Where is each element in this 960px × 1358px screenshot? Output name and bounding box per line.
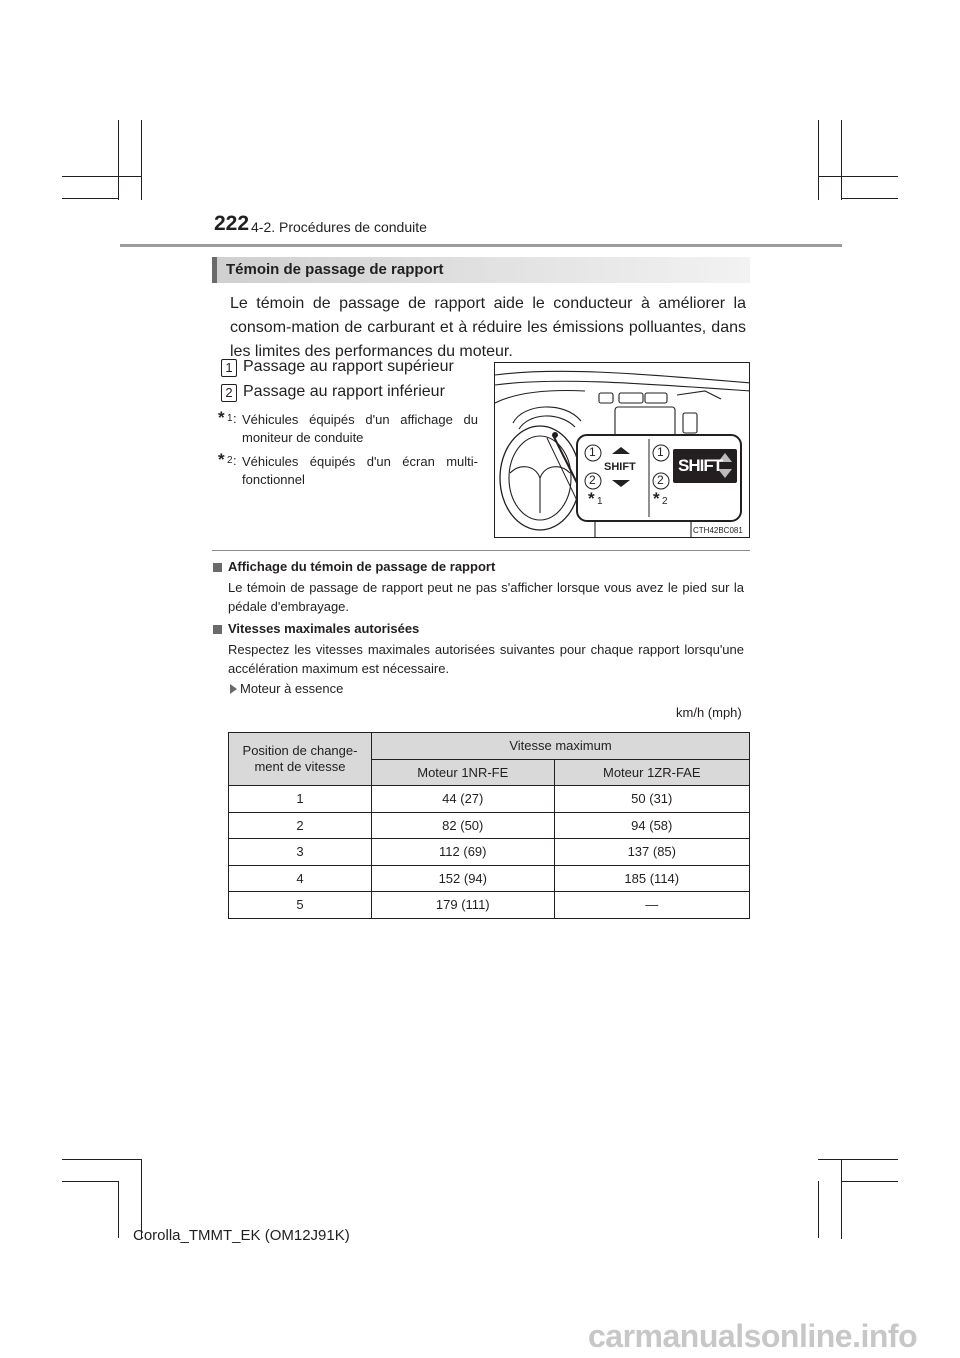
cell-gear: 4 xyxy=(229,865,372,892)
table-header-row xyxy=(229,733,750,760)
crop-mark xyxy=(118,120,119,200)
crop-mark xyxy=(62,198,119,199)
note-speeds-text: Respectez les vitesses maximales autorisées suivantes pour chaque rapport lorsqu'une accélération maximum est nécessaire. xyxy=(228,642,744,676)
subheader-engine-2: Moteur 1ZR-FAE xyxy=(554,759,749,786)
table-row xyxy=(229,786,750,813)
footnote-colon: : xyxy=(233,453,237,468)
crop-mark xyxy=(818,1159,898,1160)
group-header-speed: Vitesse maximum xyxy=(372,733,750,760)
bullet-square-icon xyxy=(213,625,222,634)
table-row xyxy=(229,865,750,892)
crop-mark xyxy=(841,1159,842,1239)
illus-star: * xyxy=(588,489,595,508)
legend-number: 2 xyxy=(221,384,237,402)
max-speed-table xyxy=(228,732,750,919)
cell-speed-2: 137 (85) xyxy=(554,839,749,866)
chapter-title: 4-2. Procédures de conduite xyxy=(251,219,427,235)
cell-speed-1: 152 (94) xyxy=(372,865,555,892)
unit-label: km/h (mph) xyxy=(676,705,742,720)
section-heading-bar xyxy=(212,257,750,283)
cell-gear: 5 xyxy=(229,892,372,919)
illus-star-sup: 1 xyxy=(597,496,603,507)
crop-mark xyxy=(818,1181,819,1238)
crop-mark xyxy=(841,120,842,200)
shift-label-left: SHIFT xyxy=(604,461,636,473)
section-title: Témoin de passage de rapport xyxy=(226,261,444,278)
legend-item xyxy=(221,382,481,404)
crop-mark xyxy=(62,1181,119,1182)
dashboard-drawing xyxy=(495,363,750,538)
illus-code: CTH42BC081 xyxy=(693,526,743,535)
note-display-text: Le témoin de passage de rapport peut ne pas s'afficher lorsque vous avez le pied sur la pédale d'embrayage. xyxy=(228,580,744,614)
footnote-sup: 1 xyxy=(227,413,233,424)
legend-text: Passage au rapport supérieur xyxy=(243,358,454,375)
shift-label-right: SHIFT xyxy=(678,456,723,475)
engine-bullet: Moteur à essence xyxy=(240,681,344,696)
cell-speed-2: 185 (114) xyxy=(554,865,749,892)
bullet-triangle-icon xyxy=(230,684,237,694)
footnote-star: * xyxy=(218,408,225,427)
table-row xyxy=(229,839,750,866)
cell-speed-2: 94 (58) xyxy=(554,812,749,839)
footer-doc-id: Corolla_TMMT_EK (OM12J91K) xyxy=(133,1227,350,1244)
cell-speed-1: 112 (69) xyxy=(372,839,555,866)
crop-mark xyxy=(818,176,898,177)
subheader-engine-1: Moteur 1NR-FE xyxy=(372,759,555,786)
cell-speed-2: — xyxy=(554,892,749,919)
cell-speed-2: 50 (31) xyxy=(554,786,749,813)
subheading-display: Affichage du témoin de passage de rapport xyxy=(228,559,496,574)
footnote-star: * xyxy=(218,450,225,469)
crop-mark xyxy=(62,176,142,177)
crop-mark xyxy=(118,1181,119,1238)
subheading-speeds: Vitesses maximales autorisées xyxy=(228,621,420,636)
watermark[interactable]: carmanualsonline.info xyxy=(588,1318,918,1354)
cell-gear: 3 xyxy=(229,839,372,866)
illus-star: * xyxy=(653,489,660,508)
col-header-position-text: Position de change-ment de vitesse xyxy=(242,743,358,774)
footnote-text: Véhicules équipés d'un affichage du moniteur de conduite xyxy=(242,412,478,445)
illus-number: 1 xyxy=(589,445,596,459)
cell-gear: 2 xyxy=(229,812,372,839)
table-row xyxy=(229,812,750,839)
illus-number: 2 xyxy=(657,473,664,487)
intro-paragraph: Le témoin de passage de rapport aide le conducteur à améliorer la consom-mation de carburant et à réduire les émissions polluantes, dans les limites des performances du moteur. xyxy=(230,295,746,360)
page-number: 222 xyxy=(214,212,250,235)
legend-number: 1 xyxy=(221,359,237,377)
section-heading-marker xyxy=(212,257,217,283)
illus-number: 2 xyxy=(589,473,596,487)
header-divider xyxy=(120,244,842,247)
crop-mark xyxy=(62,1159,142,1160)
footnote-colon: : xyxy=(233,411,237,426)
illus-number: 1 xyxy=(657,445,664,459)
cell-speed-1: 179 (111) xyxy=(372,892,555,919)
illus-star-sup: 2 xyxy=(662,496,668,507)
cell-speed-1: 44 (27) xyxy=(372,786,555,813)
crop-mark xyxy=(818,120,819,200)
dashboard-illustration xyxy=(494,362,750,538)
crop-mark xyxy=(141,120,142,200)
legend-item xyxy=(221,357,481,379)
section-divider xyxy=(212,550,750,551)
bullet-square-icon xyxy=(213,563,222,572)
cell-speed-1: 82 (50) xyxy=(372,812,555,839)
table-row xyxy=(229,892,750,919)
crop-mark xyxy=(841,1181,898,1182)
crop-mark xyxy=(841,198,898,199)
cell-gear: 1 xyxy=(229,786,372,813)
footnote-text: Véhicules équipés d'un écran multi-fonctionnel xyxy=(242,454,478,487)
col-header-position xyxy=(229,733,372,786)
footnote-sup: 2 xyxy=(227,455,233,466)
legend-text: Passage au rapport inférieur xyxy=(243,383,445,400)
